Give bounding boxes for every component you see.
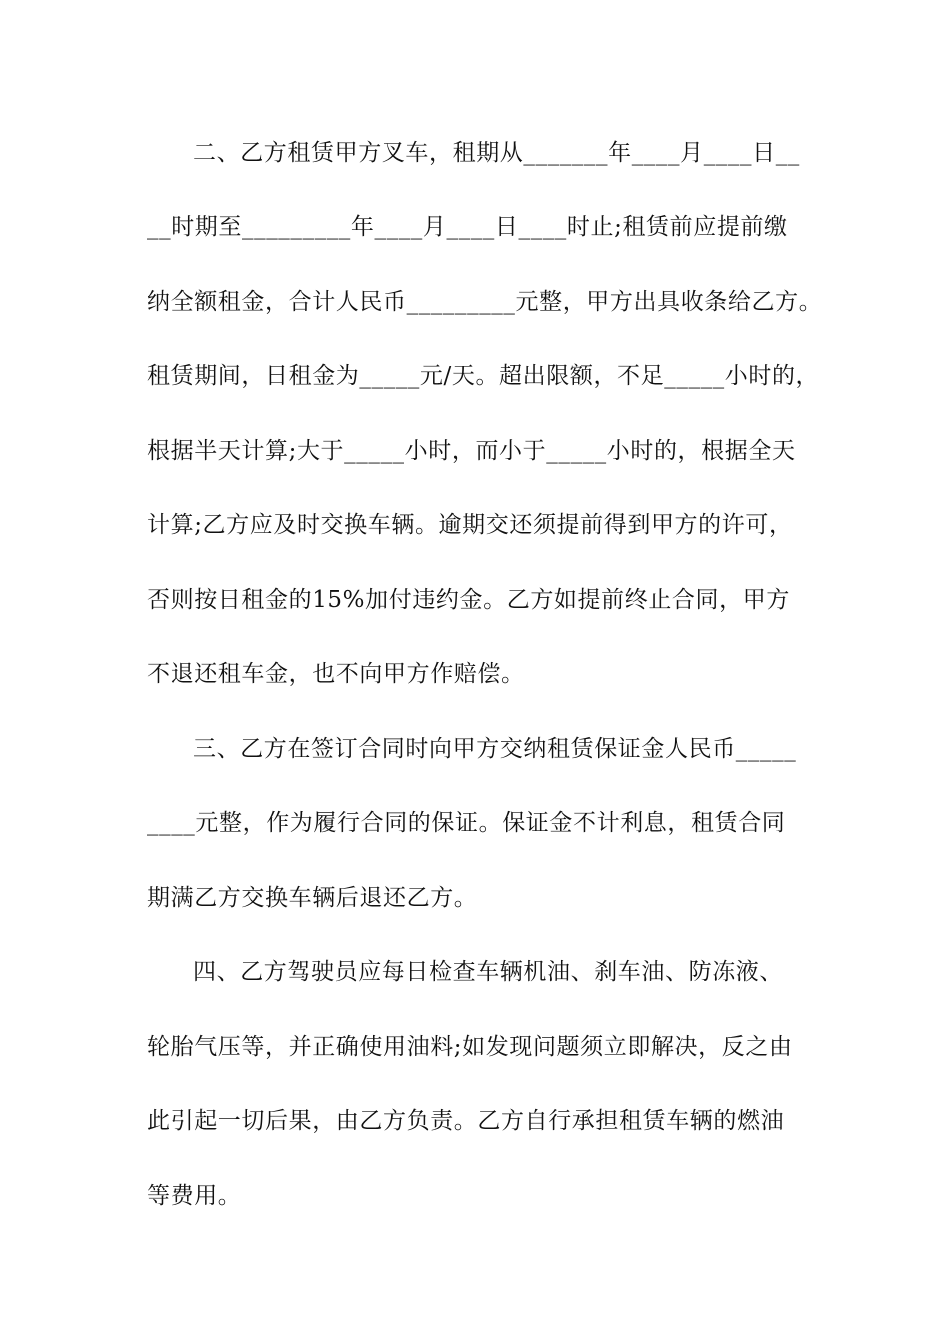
text-line: __时期至_________年____月____日____时止;租赁前应提前缴 (147, 214, 788, 240)
text-line: 二、乙方租赁甲方叉车，租期从_______年____月____日__ (193, 140, 800, 166)
text-line: 根据半天计算;大于_____小时，而小于_____小时的，根据全天 (147, 438, 796, 464)
text-line: 计算;乙方应及时交换车辆。逾期交还须提前得到甲方的许可， (147, 512, 793, 538)
text-line: 否则按日租金的15%加付违约金。乙方如提前终止合同，甲方 (147, 587, 790, 613)
text-line: 轮胎气压等，并正确使用油料;如发现问题须立即解决，反之由 (147, 1034, 793, 1060)
text-line: 纳全额租金，合计人民币_________元整，甲方出具收条给乙方。 (147, 289, 823, 315)
text-line: 四、乙方驾驶员应每日检查车辆机油、刹车油、防冻液、 (193, 959, 783, 985)
text-line: 此引起一切后果，由乙方负责。乙方自行承担租赁车辆的燃油 (147, 1108, 785, 1134)
text-line: 期满乙方交换车辆后退还乙方。 (147, 885, 478, 911)
text-line: 租赁期间，日租金为_____元/天。超出限额，不足_____小时的， (147, 363, 820, 389)
text-line: 等费用。 (147, 1183, 242, 1209)
text-line: 三、乙方在签订合同时向甲方交纳租赁保证金人民币_____ (193, 736, 797, 762)
text-line: 不退还租车金，也不向甲方作赔偿。 (147, 661, 525, 687)
text-line: ____元整，作为履行合同的保证。保证金不计利息，租赁合同 (147, 810, 786, 836)
